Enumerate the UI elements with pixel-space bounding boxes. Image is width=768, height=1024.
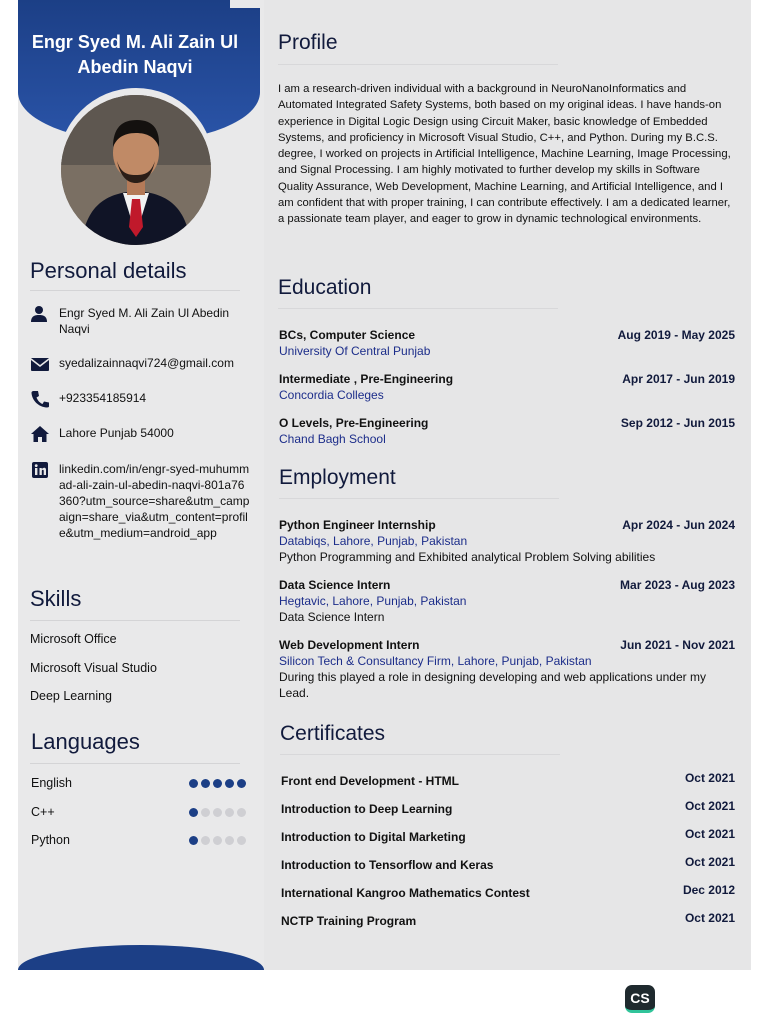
home-icon <box>30 425 50 443</box>
level-dot-filled <box>189 808 198 817</box>
employment-dates: Jun 2021 - Nov 2021 <box>620 638 735 652</box>
employment-description: Data Science Intern <box>279 610 385 624</box>
education-dates: Apr 2017 - Jun 2019 <box>622 372 735 386</box>
language-row <box>31 833 246 849</box>
personal-detail-address: Lahore Punjab 54000 <box>30 425 250 443</box>
certificate-name: International Kangroo Mathematics Contest <box>281 886 530 900</box>
languages-heading: Languages <box>31 729 140 754</box>
certificate-item <box>281 855 735 872</box>
language-name: C++ <box>31 805 55 819</box>
certificate-item <box>281 827 735 844</box>
employment-company: Silicon Tech & Consultancy Firm, Lahore, Punjab, Pakistan <box>279 654 592 668</box>
skill-item: Microsoft Office <box>30 632 117 646</box>
level-dot-filled <box>189 779 198 788</box>
employment-entry <box>279 578 735 625</box>
skill-item: Microsoft Visual Studio <box>30 661 157 675</box>
language-level-dots <box>189 808 246 817</box>
level-dot-filled <box>237 779 246 788</box>
employment-description: Python Programming and Exhibited analytical Problem Solving abilities <box>279 550 656 564</box>
personal-detail-email[interactable]: syedalizainnaqvi724@gmail.com <box>30 355 250 373</box>
education-school: Chand Bagh School <box>279 432 386 446</box>
profile-photo <box>61 95 211 245</box>
level-dot-filled <box>213 779 222 788</box>
certificate-date: Oct 2021 <box>684 855 735 869</box>
sidebar <box>18 0 264 970</box>
certificate-name: Front end Development - HTML <box>281 774 459 788</box>
certificate-name: NCTP Training Program <box>281 914 417 928</box>
certificate-date: Oct 2021 <box>684 799 735 813</box>
employment-dates: Apr 2024 - Jun 2024 <box>622 518 735 532</box>
education-entry <box>279 372 735 402</box>
level-dot-empty <box>225 808 234 817</box>
education-dates: Aug 2019 - May 2025 <box>617 328 735 342</box>
linkedin-icon <box>30 461 50 479</box>
language-row <box>31 805 246 821</box>
certificate-date: Oct 2021 <box>684 827 735 841</box>
personal-detail-name: Engr Syed M. Ali Zain Ul Abedin Naqvi <box>30 305 250 337</box>
certificate-date: Oct 2021 <box>684 911 735 925</box>
employment-company: Hegtavic, Lahore, Punjab, Pakistan <box>279 594 467 608</box>
level-dot-empty <box>237 836 246 845</box>
email-icon <box>30 355 50 373</box>
education-school: Concordia Colleges <box>279 388 384 402</box>
level-dot-empty <box>201 808 210 817</box>
certificate-item <box>281 771 735 788</box>
language-row <box>31 776 246 792</box>
certificate-item <box>281 883 735 900</box>
employment-entry <box>279 638 735 701</box>
level-dot-filled <box>225 779 234 788</box>
certificate-item <box>281 799 735 816</box>
employment-dates: Mar 2023 - Aug 2023 <box>620 578 735 592</box>
level-dot-empty <box>213 836 222 845</box>
skills-heading: Skills <box>30 586 82 611</box>
personal-detail-phone[interactable]: +923354185914 <box>30 390 250 408</box>
phone-icon <box>30 390 50 408</box>
candidate-name: Engr Syed M. Ali Zain Ul Abedin Naqvi <box>31 32 239 77</box>
education-entry <box>279 328 735 358</box>
employment-company: Databiqs, Lahore, Punjab, Pakistan <box>279 534 468 548</box>
certificate-date: Dec 2012 <box>682 883 735 897</box>
employment-entry <box>279 518 735 565</box>
certificate-item <box>281 911 735 928</box>
education-degree: O Levels, Pre-Engineering <box>279 416 429 430</box>
certificate-name: Introduction to Tensorflow and Keras <box>281 858 494 872</box>
profile-summary: I am a research-driven individual with a background in NeuroNanoInformatics and Automated Integrated Safety Systems, both based on my original ideas. I have hands-on experience in Digital Logic Design using Circuit Maker, basic knowledge of Embedded Systems, and proficiency in Microsoft Visual Studio, C++, and Python. During my B.C.S. degree, I worked on projects in Artificial Intelligence, Machine Learning, Image Processing, and Signal Processing. I am highly motivated to further develop my skills in Software Quality Assurance, Web Development, Machine Learning, and Artificial Intelligence, and I am confident that with proper training, I can contribute effectively. I am a dedicated learner, a passionate team player, and eager to grow in dynamic technological environments. <box>278 83 731 226</box>
personal-details-heading: Personal details <box>30 258 187 283</box>
level-dot-filled <box>189 836 198 845</box>
language-level-dots <box>189 836 246 845</box>
level-dot-empty <box>213 808 222 817</box>
language-level-dots <box>189 779 246 788</box>
certificate-date: Oct 2021 <box>684 771 735 785</box>
profile-heading: Profile <box>278 31 338 54</box>
level-dot-empty <box>237 808 246 817</box>
person-icon <box>30 305 50 323</box>
education-school: University Of Central Punjab <box>279 344 431 358</box>
camscanner-logo: CS <box>625 985 655 1013</box>
certificates-heading: Certificates <box>280 722 386 745</box>
employment-description: During this played a role in designing developing and web applications under my Lead. <box>279 670 706 700</box>
level-dot-empty <box>225 836 234 845</box>
level-dot-empty <box>201 836 210 845</box>
skill-item: Deep Learning <box>30 689 113 703</box>
education-heading: Education <box>278 276 372 299</box>
avatar <box>61 95 211 245</box>
employment-role: Data Science Intern <box>279 578 391 592</box>
language-name: English <box>31 776 72 790</box>
certificate-name: Introduction to Deep Learning <box>281 802 453 816</box>
education-degree: Intermediate , Pre-Engineering <box>279 372 454 386</box>
education-dates: Sep 2012 - Jun 2015 <box>620 416 735 430</box>
personal-detail-linkedin[interactable]: linkedin.com/in/engr-syed-muhummad-ali-zain-ul-abedin-naqvi-801a76360?utm_source=share&utm_campaign=share_via&utm_content=profile&utm_medium=android_app <box>30 461 250 541</box>
employment-role: Python Engineer Internship <box>279 518 436 532</box>
certificate-name: Introduction to Digital Marketing <box>281 830 466 844</box>
language-name: Python <box>31 833 70 847</box>
employment-role: Web Development Intern <box>279 638 420 652</box>
employment-heading: Employment <box>279 466 396 489</box>
level-dot-filled <box>201 779 210 788</box>
education-degree: BCs, Computer Science <box>279 328 416 342</box>
education-entry <box>279 416 735 446</box>
